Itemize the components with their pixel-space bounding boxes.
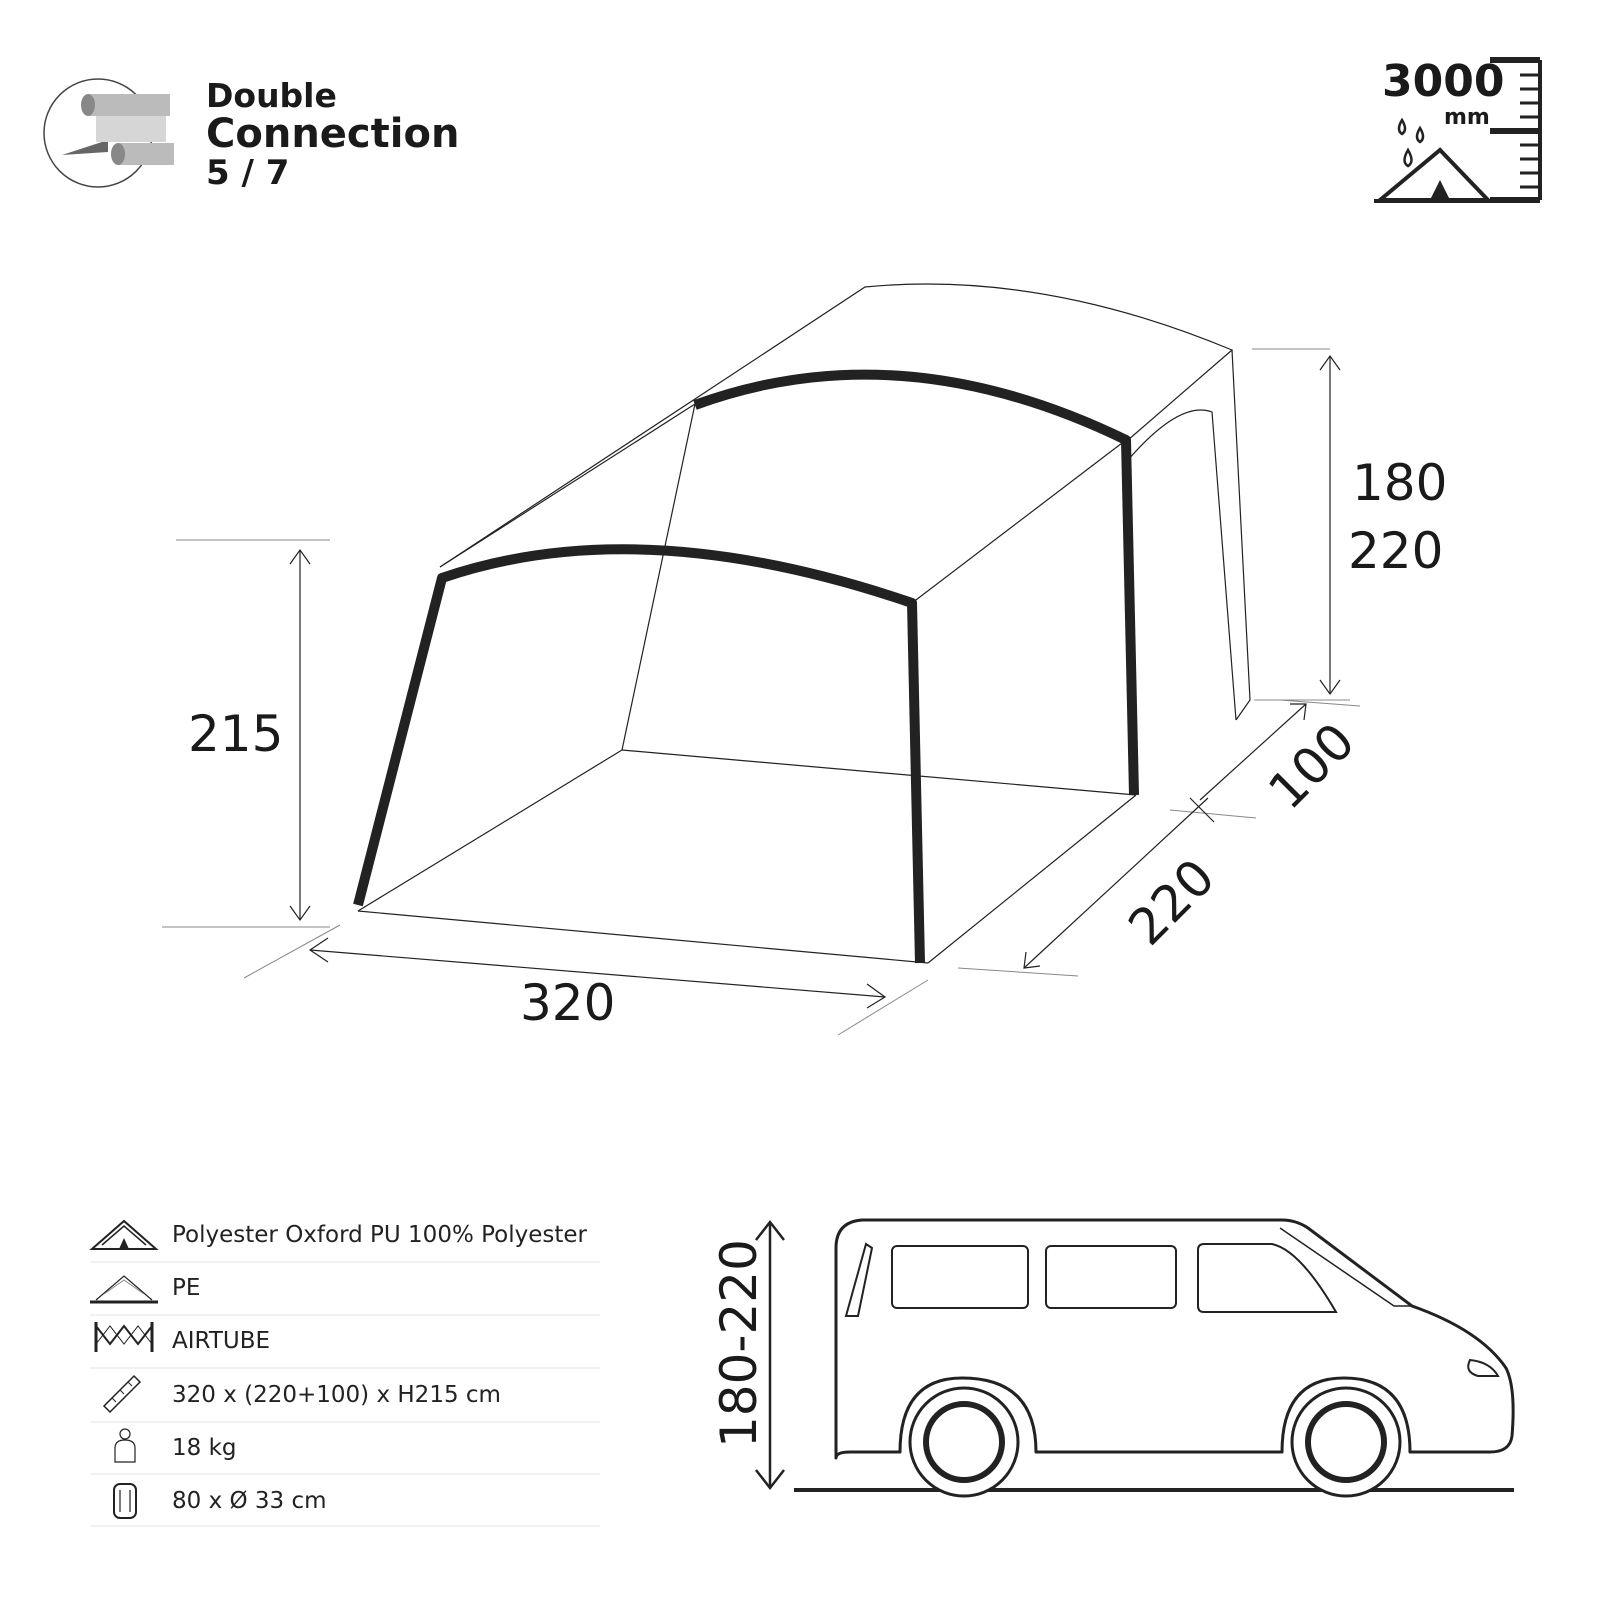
spec-text: AIRTUBE (172, 1328, 271, 1354)
badge-line-3: 5 / 7 (206, 153, 290, 193)
groundsheet-icon (90, 1276, 158, 1302)
spec-row (90, 1322, 600, 1368)
weight-icon (115, 1429, 135, 1462)
van-icon (756, 1220, 1514, 1496)
spec-row (90, 1484, 600, 1526)
tent-fabric-icon (92, 1221, 156, 1249)
tunnel-outline (440, 284, 1232, 567)
tent-floor (358, 750, 928, 963)
spec-text: 320 x (220+100) x H215 cm (172, 1382, 501, 1408)
dim-depth-connection: 100 (1257, 711, 1366, 821)
dim-height-rear-max: 220 (1348, 522, 1444, 580)
waterproof-badge (1374, 56, 1540, 201)
ruler-icon (104, 1376, 140, 1412)
spec-text: PE (172, 1275, 201, 1301)
tent-drawing (358, 284, 1250, 963)
dim-height-rear-min: 180 (1352, 454, 1448, 512)
badge-line-2: Connection (206, 111, 460, 157)
waterproof-unit: mm (1444, 105, 1490, 130)
spec-row (90, 1221, 600, 1262)
connection-badge (44, 76, 459, 193)
spec-row (90, 1275, 600, 1315)
spec-row (90, 1429, 600, 1474)
waterproof-value: 3000 (1382, 56, 1505, 107)
spec-list (90, 1221, 600, 1526)
dim-depth-main: 220 (1117, 847, 1226, 957)
spec-text: Polyester Oxford PU 100% Polyester (172, 1222, 587, 1248)
spec-text: 80 x Ø 33 cm (172, 1488, 327, 1514)
front-airtube (358, 549, 920, 963)
badge-line-1: Double (206, 76, 337, 115)
rolled-tube-icon (44, 79, 174, 187)
spec-row (90, 1376, 600, 1422)
airtube-frame-icon (96, 1322, 152, 1352)
pack-bag-icon (114, 1484, 136, 1518)
dim-height-front: 215 (188, 705, 284, 763)
van-height-range: 180-220 (710, 1239, 768, 1448)
dim-width: 320 (520, 974, 616, 1032)
spec-text: 18 kg (172, 1435, 237, 1461)
